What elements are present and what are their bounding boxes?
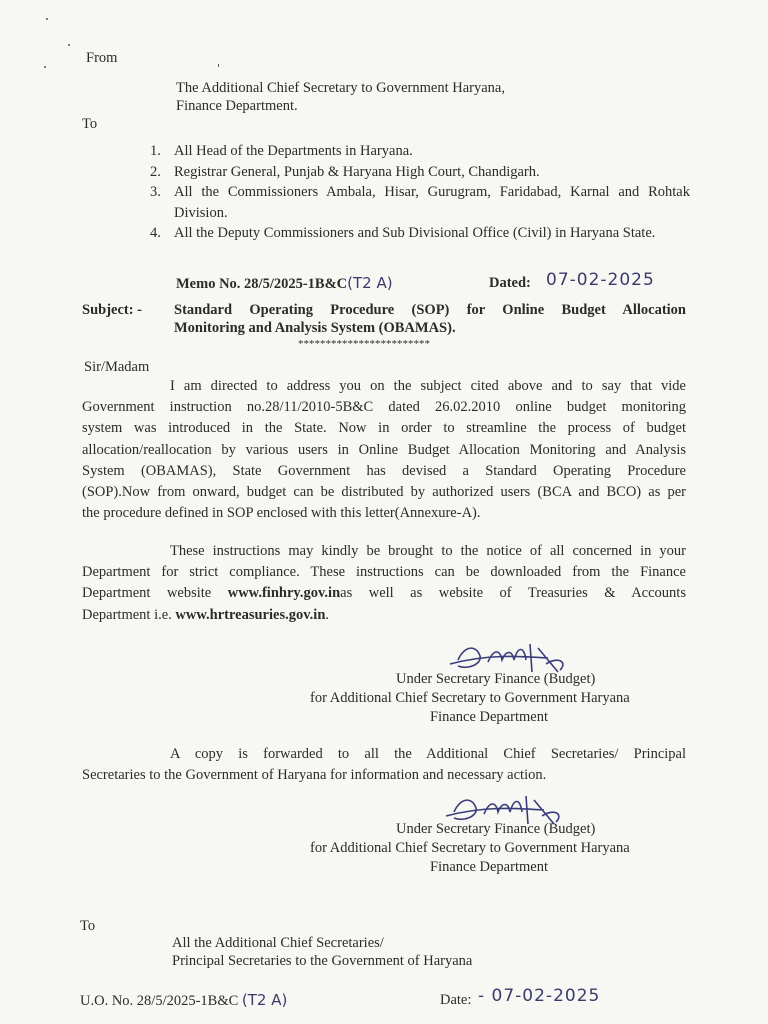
subject-stars: ************************ [298, 338, 430, 350]
paragraph-1-line: Government instruction no.28/11/2010-5B&C dated 26.02.2010 online budget monitoring [82, 399, 686, 416]
recipient-number: 1. [150, 143, 161, 159]
signature-2-line-3: Finance Department [430, 859, 548, 875]
recipient-text: All Head of the Departments in Haryana. [174, 143, 413, 159]
recipient-text: All the Deputy Commissioners and Sub Divisional Office (Civil) in Haryana State. [174, 225, 656, 241]
paragraph-2-line [82, 605, 686, 626]
scan-speck [68, 44, 70, 46]
to-2-line-2: Principal Secretaries to the Government of Haryana [172, 953, 473, 969]
recipient-text: All the Commissioners Ambala, Hisar, Gurugram, Faridabad, Karnal and Rohtak Division. [174, 184, 690, 221]
paragraph-1-line: I am directed to address you on the subject cited above and to say that vide [170, 378, 686, 394]
paragraph-3 [82, 744, 686, 786]
paragraph-3-line: A copy is forwarded to all the Additional Chief Secretaries/ Principal [170, 746, 686, 762]
memo-handwritten-suffix: (T2 A) [347, 274, 393, 292]
to-label: To [82, 116, 98, 132]
recipient-text: Registrar General, Punjab & Haryana High Court, Chandigarh. [174, 163, 540, 180]
salutation: Sir/Madam [84, 359, 150, 375]
memo-dated-label: Dated: [489, 275, 531, 291]
recipient-item [150, 223, 690, 244]
recipient-item [150, 141, 690, 162]
recipient-list [150, 141, 690, 244]
uo-date-label: Date: [440, 992, 472, 1008]
scan-speck [46, 18, 48, 20]
recipient-item [150, 162, 690, 183]
signature-1-line-2: for Additional Chief Secretary to Government Haryana [310, 690, 630, 706]
from-line-2: Finance Department. [176, 98, 298, 114]
text-run: as well as website of Treasuries & Accounts [340, 585, 686, 602]
memo-dated-value: 07-02-2025 [546, 270, 655, 290]
recipient-number: 4. [150, 225, 161, 241]
paragraph-1-line: the procedure defined in SOP enclosed with this letter(Annexure-A). [82, 505, 481, 522]
uo-number [80, 990, 287, 1011]
paragraph-2-line: These instructions may kindly be brought to the notice of all concerned in your [170, 543, 686, 559]
recipient-number: 2. [150, 163, 161, 180]
from-label: From [86, 50, 118, 66]
paragraph-2-line: Department for strict compliance. These instructions can be downloaded from the Finance [82, 564, 686, 581]
uo-date-value: - 07-02-2025 [478, 986, 601, 1006]
scan-speck [218, 64, 219, 67]
paragraph-1-line: allocation/reallocation by various users in Online Budget Allocation Monitoring and Analysis [82, 441, 686, 458]
recipient-number: 3. [150, 184, 161, 200]
finance-website-link[interactable]: www.finhry.gov.in [227, 585, 341, 602]
paragraph-1-line: system was introduced in the State. Now in order to streamline the process of budget [82, 420, 686, 437]
treasuries-website-link[interactable]: www.hrtreasuries.gov.in [175, 606, 326, 623]
signature-1-line-1: Under Secretary Finance (Budget) [396, 671, 596, 687]
subject-line-1: Standard Operating Procedure (SOP) for Online Budget Allocation [174, 302, 686, 318]
from-line-1: The Additional Chief Secretary to Government Haryana, [176, 80, 505, 96]
paragraph-3-line: Secretaries to the Government of Haryana for information and necessary action. [82, 767, 547, 784]
signature-2-line-1: Under Secretary Finance (Budget) [396, 821, 596, 837]
to-2-line-1: All the Additional Chief Secretaries/ [172, 935, 384, 951]
uo-label: U.O. No. 28/5/2025-1B&C [80, 993, 239, 1009]
subject-label: Subject: - [82, 302, 143, 318]
memo-label: Memo No. 28/5/2025-1B&C [176, 276, 348, 292]
paragraph-1 [82, 376, 686, 524]
paragraph-1-line: (SOP).Now from onward, budget can be distributed by authorized users (BCA and BCO) as per [82, 484, 686, 501]
to-2-label: To [80, 918, 96, 934]
paragraph-2 [82, 541, 686, 626]
text-run: Department website [82, 585, 228, 602]
scan-speck [44, 66, 46, 68]
signature-2-line-2: for Additional Chief Secretary to Government Haryana [310, 840, 630, 856]
memo-number [176, 273, 393, 294]
paragraph-1-line: System (OBAMAS), State Government has devised a Standard Operating Procedure [82, 462, 686, 479]
text-run: . [325, 606, 330, 623]
text-run: Department i.e. [82, 606, 176, 623]
paragraph-2-line [82, 583, 686, 604]
recipient-item [150, 182, 690, 223]
subject-line-2: Monitoring and Analysis System (OBAMAS). [174, 320, 456, 336]
uo-handwritten-suffix: (T2 A) [241, 991, 288, 1009]
signature-1-line-3: Finance Department [430, 709, 548, 725]
